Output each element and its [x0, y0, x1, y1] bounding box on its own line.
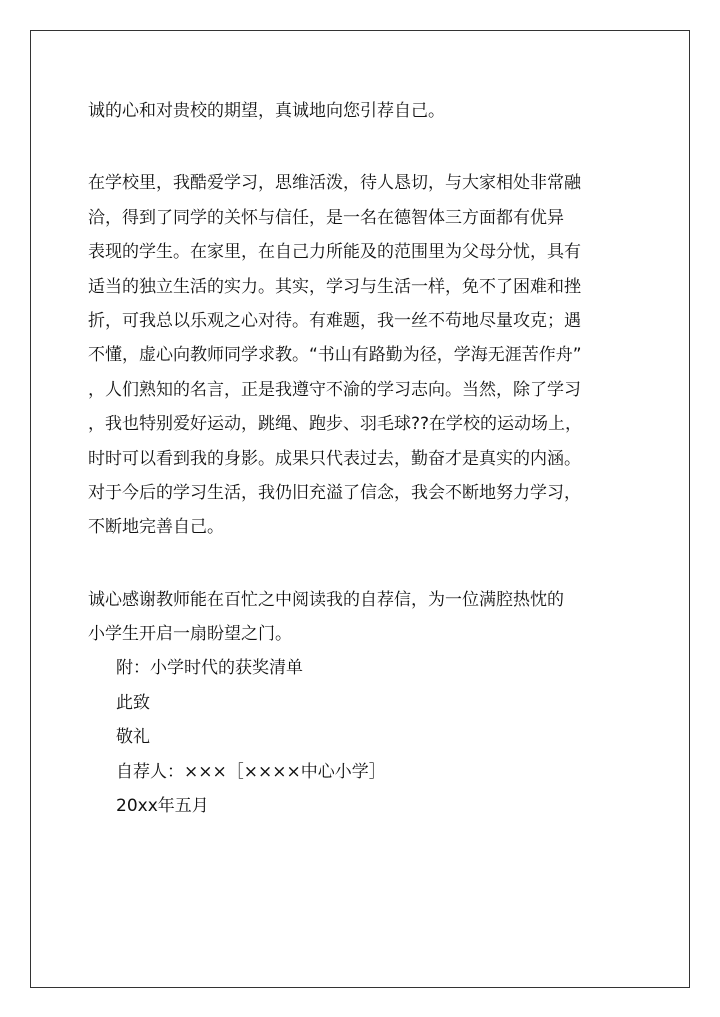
body-line: 不断地完善自己。	[88, 517, 224, 538]
closing-line: 小学生开启一扇盼望之门。	[88, 624, 292, 645]
body-line: 时时可以看到我的身影。成果只代表过去，勤奋才是真实的内涵。	[88, 448, 581, 469]
body-line: 对于今后的学习生活，我仍旧充溢了信念，我会不断地努力学习，	[88, 482, 581, 503]
body-line: ，我也特别爱好运动，跳绳、跑步、羽毛球??在学校的运动场上，	[88, 414, 583, 435]
attachment-line: 附：小学时代的获奖清单	[116, 658, 303, 679]
date-line: 20xx年五月	[116, 796, 209, 817]
letter-body	[88, 94, 648, 823]
body-line: 折，可我总以乐观之心对待。有难题，我一丝不苟地尽量攻克；遇	[88, 310, 581, 331]
paragraph-gap	[88, 545, 648, 583]
paragraph-gap	[88, 128, 648, 166]
body-line: 不懂，虚心向教师同学求教。“书山有路勤为径，学海无涯苦作舟”	[88, 345, 582, 366]
salutation-jingli: 敬礼	[116, 727, 150, 748]
body-paragraph	[88, 166, 648, 544]
body-line: 适当的独立生活的实力。其实，学习与生活一样，免不了困难和挫	[88, 276, 581, 297]
signature-line: 自荐人：×××［××××中心小学］	[116, 761, 386, 782]
body-line: 表现的学生。在家里，在自己力所能及的范围里为父母分忧，具有	[88, 242, 581, 263]
body-line: 洽，得到了同学的关怀与信任，是一名在德智体三方面都有优异	[88, 207, 564, 228]
body-line: ，人们熟知的名言，正是我遵守不渝的学习志向。当然，除了学习	[88, 379, 581, 400]
salutation-cizhi: 此致	[116, 692, 150, 713]
opening-line: 诚的心和对贵校的期望，真诚地向您引荐自己。	[88, 101, 445, 121]
closing-paragraph	[88, 583, 648, 652]
body-line: 在学校里，我酷爱学习，思维活泼，待人恳切，与大家相处非常融	[88, 173, 581, 194]
closing-line: 诚心感谢教师能在百忙之中阅读我的自荐信，为一位满腔热忱的	[88, 589, 564, 610]
